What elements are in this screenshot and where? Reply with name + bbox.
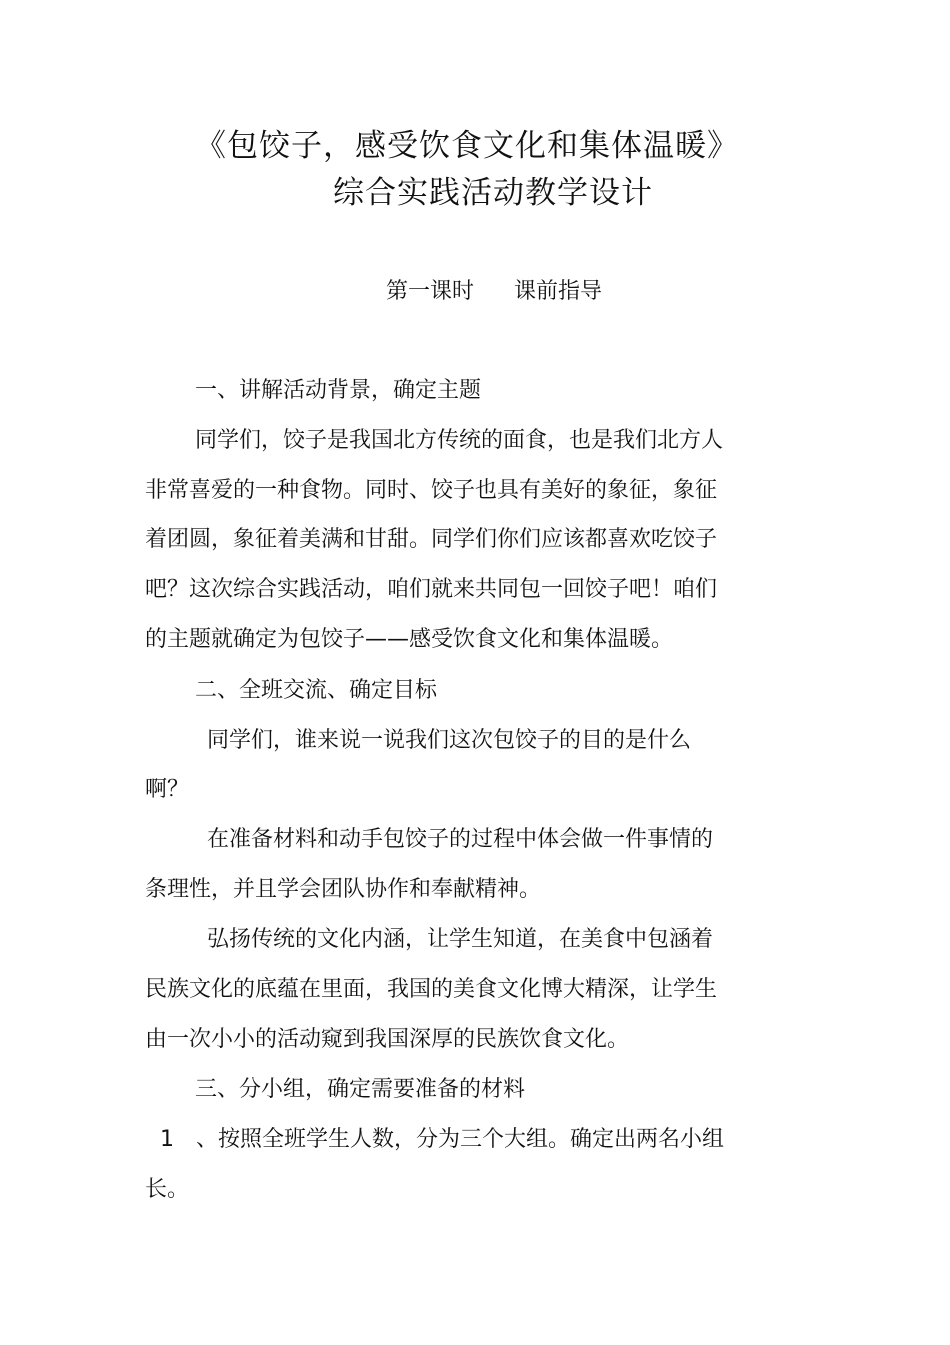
paragraph-line: 同学们，谁来说一说我们这次包饺子的目的是什么 <box>207 728 692 753</box>
list-item-line: 长。 <box>145 1177 190 1202</box>
lesson-heading <box>386 277 602 307</box>
paragraph-line: 由一次小小的活动窥到我国深厚的民族饮食文化。 <box>145 1027 630 1052</box>
paragraph-line: 同学们，饺子是我国北方传统的面食，也是我们北方人 <box>195 428 724 453</box>
paragraph-line: 吧？这次综合实践活动，咱们就来共同包一回饺子吧！咱们 <box>145 577 718 602</box>
section-heading-1: 一、讲解活动背景，确定主题 <box>195 378 482 403</box>
section-heading-2: 二、全班交流、确定目标 <box>195 678 438 703</box>
document-title: 《包饺子，感受饮食文化和集体温暖》 <box>195 128 739 164</box>
paragraph-line: 民族文化的底蕴在里面，我国的美食文化博大精深，让学生 <box>145 977 718 1002</box>
paragraph-line: 在准备材料和动手包饺子的过程中体会做一件事情的 <box>207 827 714 852</box>
paragraph-line: 着团圆，象征着美满和甘甜。同学们你们应该都喜欢吃饺子 <box>145 527 718 552</box>
list-item-line: 1 、按照全班学生人数，分为三个大组。确定出两名小组 <box>160 1127 724 1152</box>
paragraph-line: 条理性，并且学会团队协作和奉献精神。 <box>145 877 542 902</box>
document-subtitle: 综合实践活动教学设计 <box>333 175 653 211</box>
lesson-label: 第一课时 <box>386 279 475 304</box>
section-heading-3: 三、分小组，确定需要准备的材料 <box>195 1077 526 1102</box>
paragraph-line: 啊？ <box>145 777 190 802</box>
paragraph-line: 的主题就确定为包饺子——感受饮食文化和集体温暖。 <box>145 627 674 652</box>
lesson-topic: 课前指导 <box>514 279 603 304</box>
paragraph-line: 非常喜爱的一种食物。同时、饺子也具有美好的象征，象征 <box>145 478 718 503</box>
paragraph-line: 弘扬传统的文化内涵，让学生知道，在美食中包涵着 <box>207 927 714 952</box>
